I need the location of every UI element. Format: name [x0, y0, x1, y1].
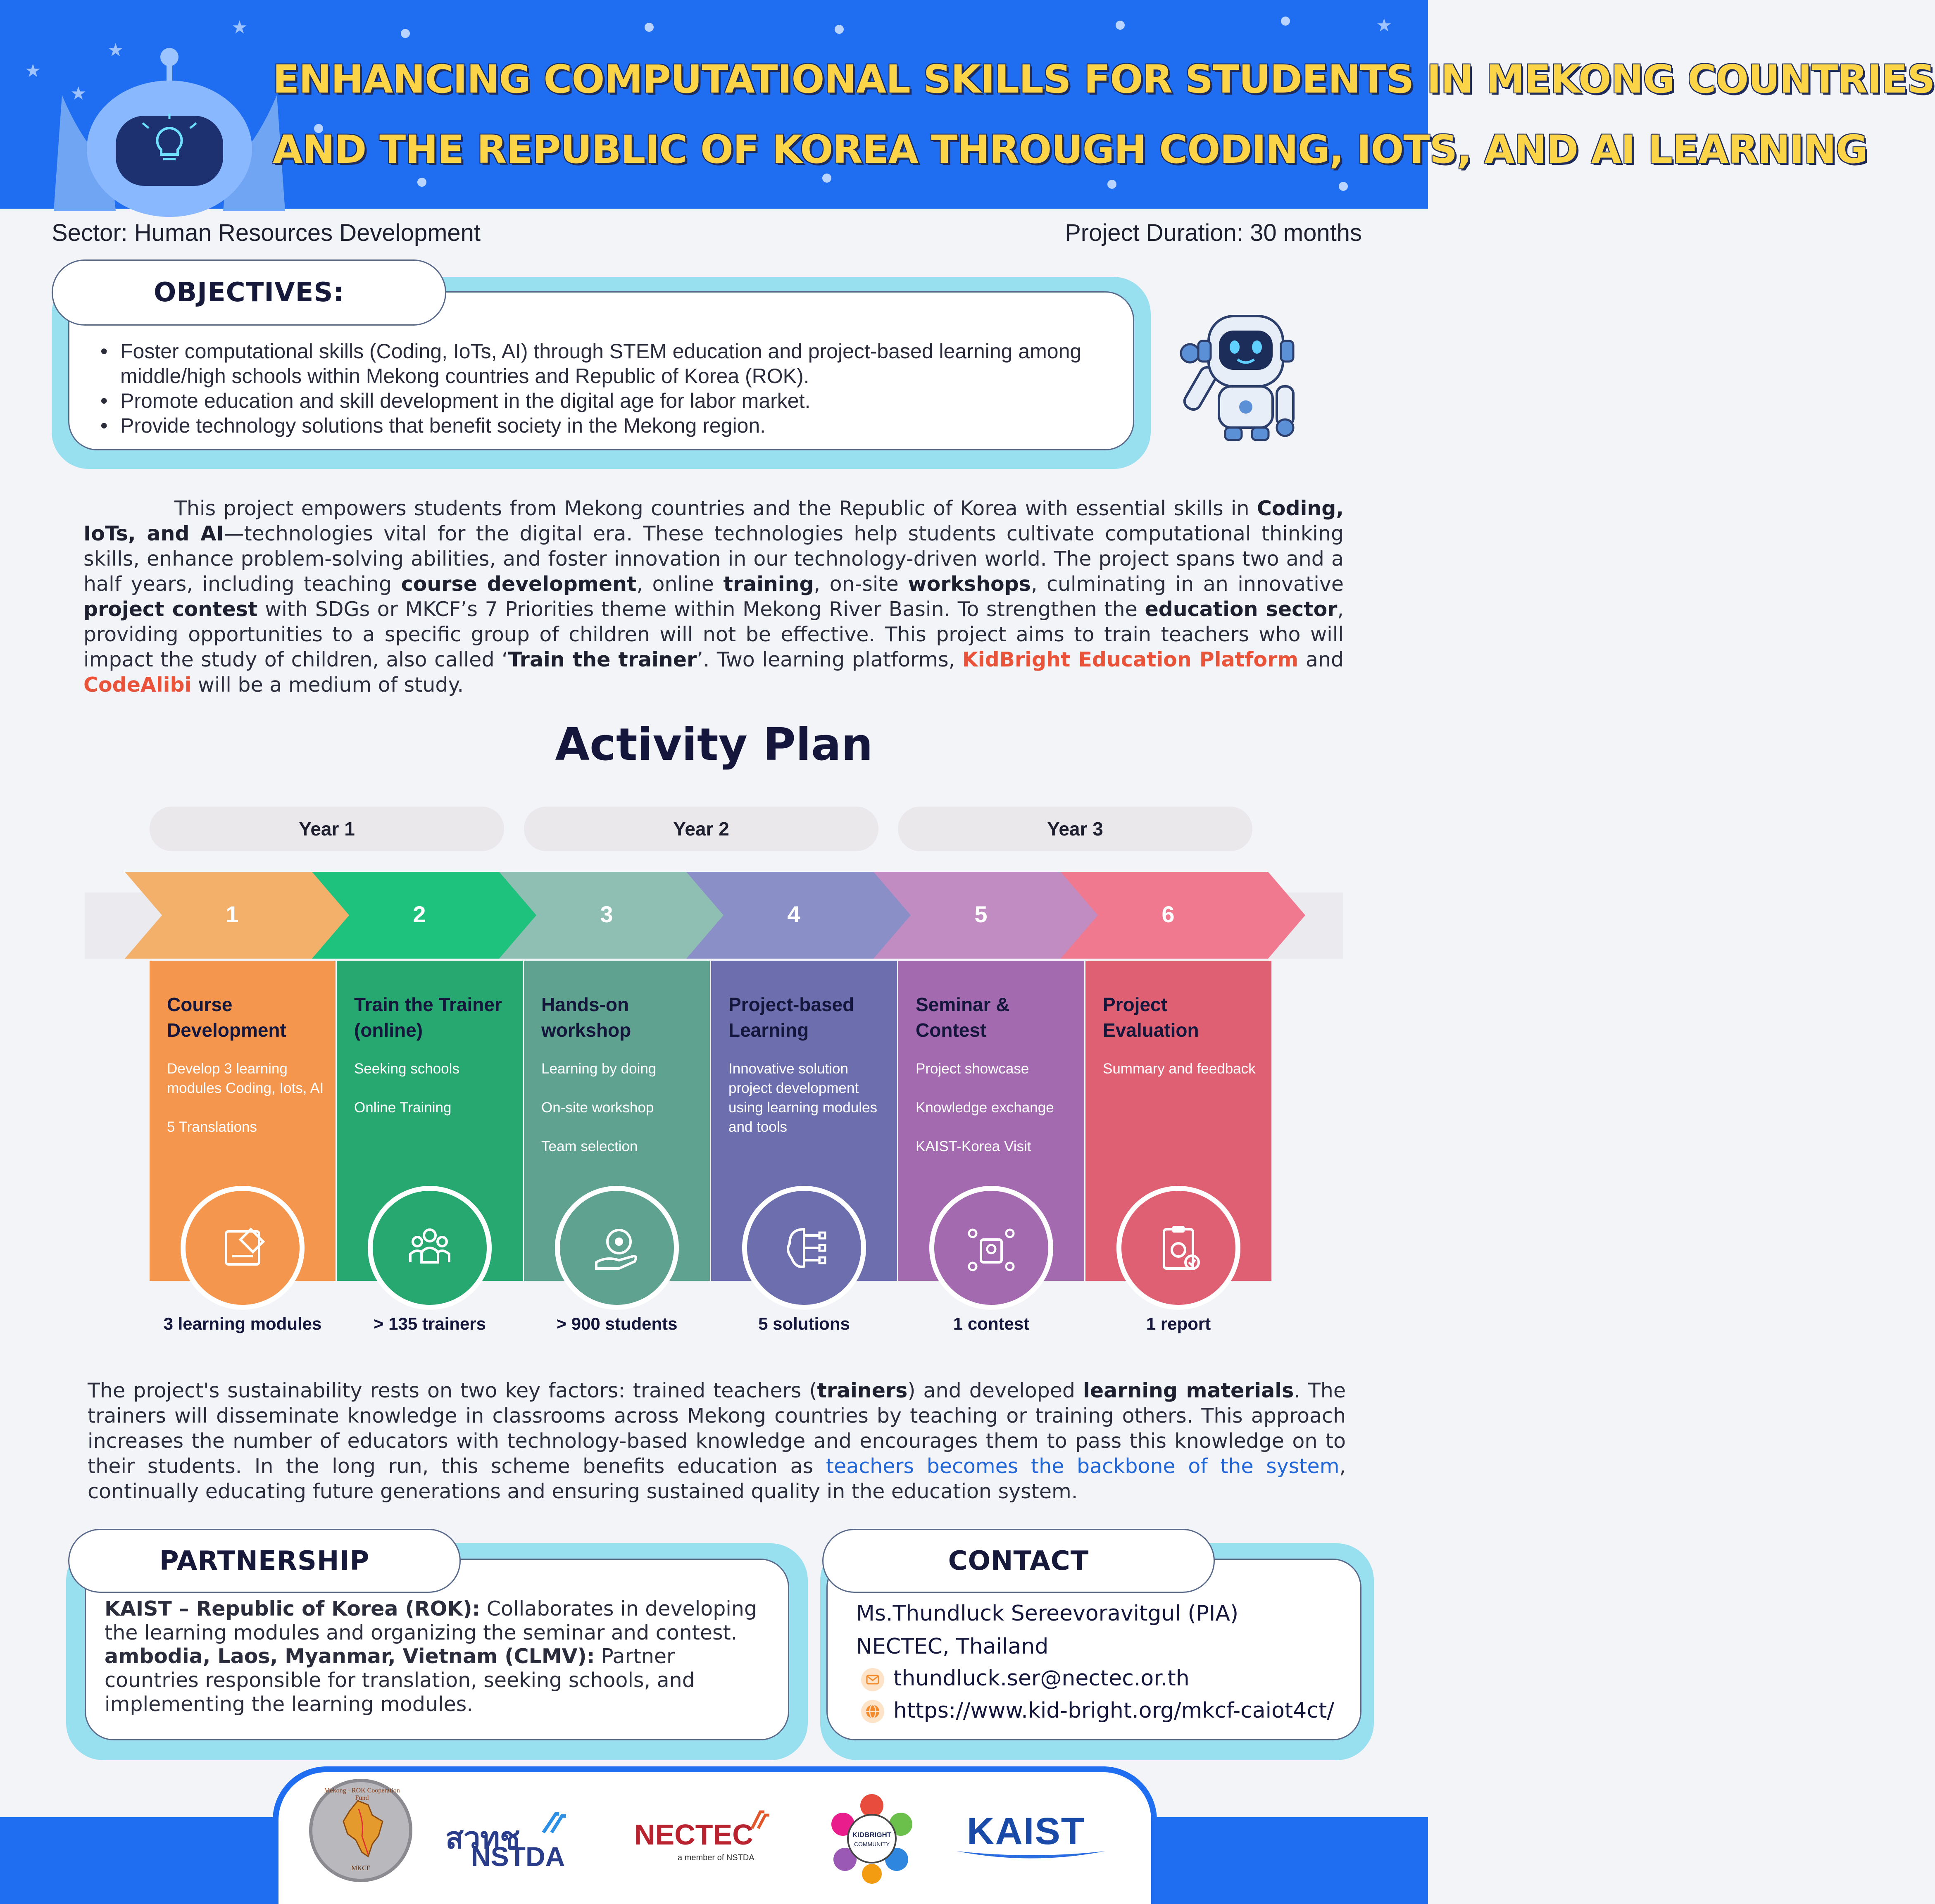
- step-description-item: KAIST-Korea Visit: [916, 1138, 1031, 1154]
- kidbright-logo-text-a: KIDBRIGHT: [852, 1831, 892, 1839]
- step-description: [354, 1059, 511, 1117]
- group-people-icon: [399, 1217, 461, 1279]
- sustainability-paragraph: The project's sustainability rests on two key factors: trained teachers (trainers) and developed learning materials. The trainers will disseminate knowledge in classrooms across Mekong countries by teaching or training others. This approach increases the number of educators with technology-based knowledge and encourages them to pass this knowledge on to their students. In the long run, this scheme benefits education as teachers becomes the backbone of the system, continually educating future generations and ensuring sustained quality in the education system.: [88, 1379, 1346, 1503]
- step-number: 6: [1161, 901, 1175, 927]
- step-description-item: Innovative solution project development using learning modules and tools: [728, 1061, 877, 1135]
- partner-kaist: KAIST – Republic of Korea (ROK): Collaborates in developing the learning modules and organizing the seminar and contest.: [105, 1597, 757, 1645]
- contact-url[interactable]: https://www.kid-bright.org/mkcf-caiot4ct/: [893, 1698, 1334, 1723]
- intro-paragraph: This project empowers students from Mekong countries and the Republic of Korea with essential skills in Coding, IoTs, and AI—technologies vital for the digital era. These technologies help students cultivate computational thinking skills, enhance problem-solving abilities, and foster innovation in our technology-driven world. The project spans two and a half years, including teaching course development, online training, on-site workshops, culminating in an innovative project contest with SDGs or MKCF’s 7 Priorities theme within Mekong River Basin. To strengthen the education sector, providing opportunities to a specific group of children will not be effective. This project aims to train teachers who will impact the study of children, also called ‘Train the trainer’. Two learning platforms, KidBright Education Platform and CodeAlibi will be a medium of study.: [83, 497, 1344, 697]
- blueprint-pencil-icon-circle: [181, 1186, 305, 1310]
- partner-clmv: ambodia, Laos, Myanmar, Vietnam (CLMV): Partner countries responsible for translation, seeking schools, and implementing the learning modules.: [105, 1645, 695, 1716]
- gear-hand-icon: [586, 1217, 648, 1279]
- kaist-swoosh-icon: [954, 1847, 1107, 1864]
- blueprint-pencil-icon: [212, 1217, 274, 1279]
- step-number: 4: [787, 901, 800, 927]
- mkcf-logo-bottom: MKCF: [351, 1865, 370, 1872]
- step-outcome: 1 contest: [953, 1314, 1030, 1333]
- step-description: [1103, 1059, 1260, 1078]
- step-heading: Seminar & Contest: [916, 994, 1010, 1041]
- nectec-swoosh-icon: [748, 1808, 773, 1833]
- objective-item: • Foster computational skills (Coding, IoTs, AI) through STEM education and project-based learning among middle/high schools within Mekong countries and Republic of Korea (ROK).: [100, 339, 1109, 388]
- step-heading: Project-based Learning: [728, 994, 854, 1041]
- kidbright-community-logo: [826, 1789, 917, 1884]
- step-outcome: 5 solutions: [758, 1314, 850, 1333]
- star-icon: ★: [25, 60, 41, 81]
- step-number: 5: [974, 901, 988, 927]
- year-1-label: Year 1: [150, 807, 504, 851]
- step-heading: Train the Trainer (online): [354, 994, 502, 1041]
- contact-name: Ms.Thundluck Sereevoravitgul (PIA): [856, 1601, 1239, 1626]
- step-number: 3: [600, 901, 613, 927]
- star-icon: ★: [107, 40, 124, 61]
- step-description-item: Learning by doing: [541, 1061, 657, 1077]
- step-heading: Project Evaluation: [1103, 994, 1199, 1041]
- email-icon: [860, 1667, 885, 1692]
- nectec-sub-logo: a member of NSTDA: [678, 1853, 754, 1862]
- step-description-item: Knowledge exchange: [916, 1100, 1054, 1116]
- step-description-item: Seeking schools: [354, 1061, 459, 1077]
- year-2-label: Year 2: [524, 807, 878, 851]
- step-number: 1: [226, 901, 239, 927]
- clipboard-gear-icon: [1147, 1217, 1209, 1279]
- nstda-swoosh-icon: [539, 1808, 572, 1837]
- title-line-2: AND THE REPUBLIC OF KOREA THROUGH CODING, IOTS, AND AI LEARNING: [273, 127, 1867, 172]
- step-description-item: Online Training: [354, 1100, 452, 1116]
- gear-hand-icon-circle: [555, 1186, 679, 1310]
- contact-heading: CONTACT: [822, 1529, 1215, 1593]
- star-icon: ★: [231, 17, 248, 38]
- objectives-heading: OBJECTIVES:: [52, 259, 446, 326]
- step-description-item: 5 Translations: [167, 1119, 257, 1135]
- kidbright-logo-text-b: COMMUNITY: [854, 1841, 890, 1847]
- mkcf-logo: [309, 1779, 412, 1882]
- nectec-logo: NECTEC: [634, 1818, 753, 1851]
- step-description: [541, 1059, 698, 1156]
- sector-label: Sector: Human Resources Development: [52, 219, 481, 246]
- step-outcome: > 900 students: [556, 1314, 678, 1333]
- activity-plan-title: Activity Plan: [555, 719, 873, 771]
- step-description: [167, 1059, 324, 1137]
- idea-sharing-icon-circle: [929, 1186, 1053, 1310]
- step-description-item: Summary and feedback: [1103, 1061, 1256, 1077]
- objective-item: • Provide technology solutions that benefit society in the Mekong region.: [100, 413, 1109, 438]
- step-description-item: Develop 3 learning modules Coding, Iots, AI: [167, 1061, 324, 1096]
- contact-email[interactable]: thundluck.ser@nectec.or.th: [893, 1666, 1190, 1691]
- nstda-logo: NSTDA: [471, 1841, 565, 1872]
- step-description: [916, 1059, 1073, 1156]
- kaist-logo: KAIST: [967, 1810, 1085, 1852]
- step-heading: Course Development: [167, 994, 286, 1041]
- duration-label: Project Duration: 30 months: [1065, 219, 1362, 246]
- step-heading: Hands-on workshop: [541, 994, 631, 1041]
- star-icon: ★: [1376, 15, 1392, 36]
- step-description-item: Project showcase: [916, 1061, 1029, 1077]
- mkcf-logo-top: Mekong - ROK Cooperation Fund: [324, 1787, 400, 1802]
- year-3-label: Year 3: [898, 807, 1252, 851]
- step-description: [728, 1059, 885, 1137]
- star-icon: ★: [70, 83, 87, 104]
- idea-sharing-icon: [960, 1217, 1022, 1279]
- nstda-thai-logo: สวทช: [445, 1822, 520, 1855]
- objective-item: • Promote education and skill development in the digital age for labor market.: [100, 388, 1109, 413]
- globe-icon: [860, 1699, 885, 1724]
- step-outcome: 1 report: [1146, 1314, 1211, 1333]
- step-outcome: > 135 trainers: [373, 1314, 486, 1333]
- step-number: 2: [413, 901, 426, 927]
- step-description-item: Team selection: [541, 1138, 638, 1154]
- mekong-map-icon: [333, 1799, 391, 1861]
- partnership-heading: PARTNERSHIP: [68, 1529, 461, 1593]
- step-description-item: On-site workshop: [541, 1100, 654, 1116]
- title-line-1: ENHANCING COMPUTATIONAL SKILLS FOR STUDENTS IN MEKONG COUNTRIES: [273, 57, 1935, 102]
- brain-circuit-icon: [773, 1217, 835, 1279]
- group-people-icon-circle: [368, 1186, 492, 1310]
- step-outcome: 3 learning modules: [163, 1314, 322, 1333]
- brain-circuit-icon-circle: [742, 1186, 866, 1310]
- contact-org: NECTEC, Thailand: [856, 1634, 1049, 1659]
- clipboard-gear-icon-circle: [1116, 1186, 1240, 1310]
